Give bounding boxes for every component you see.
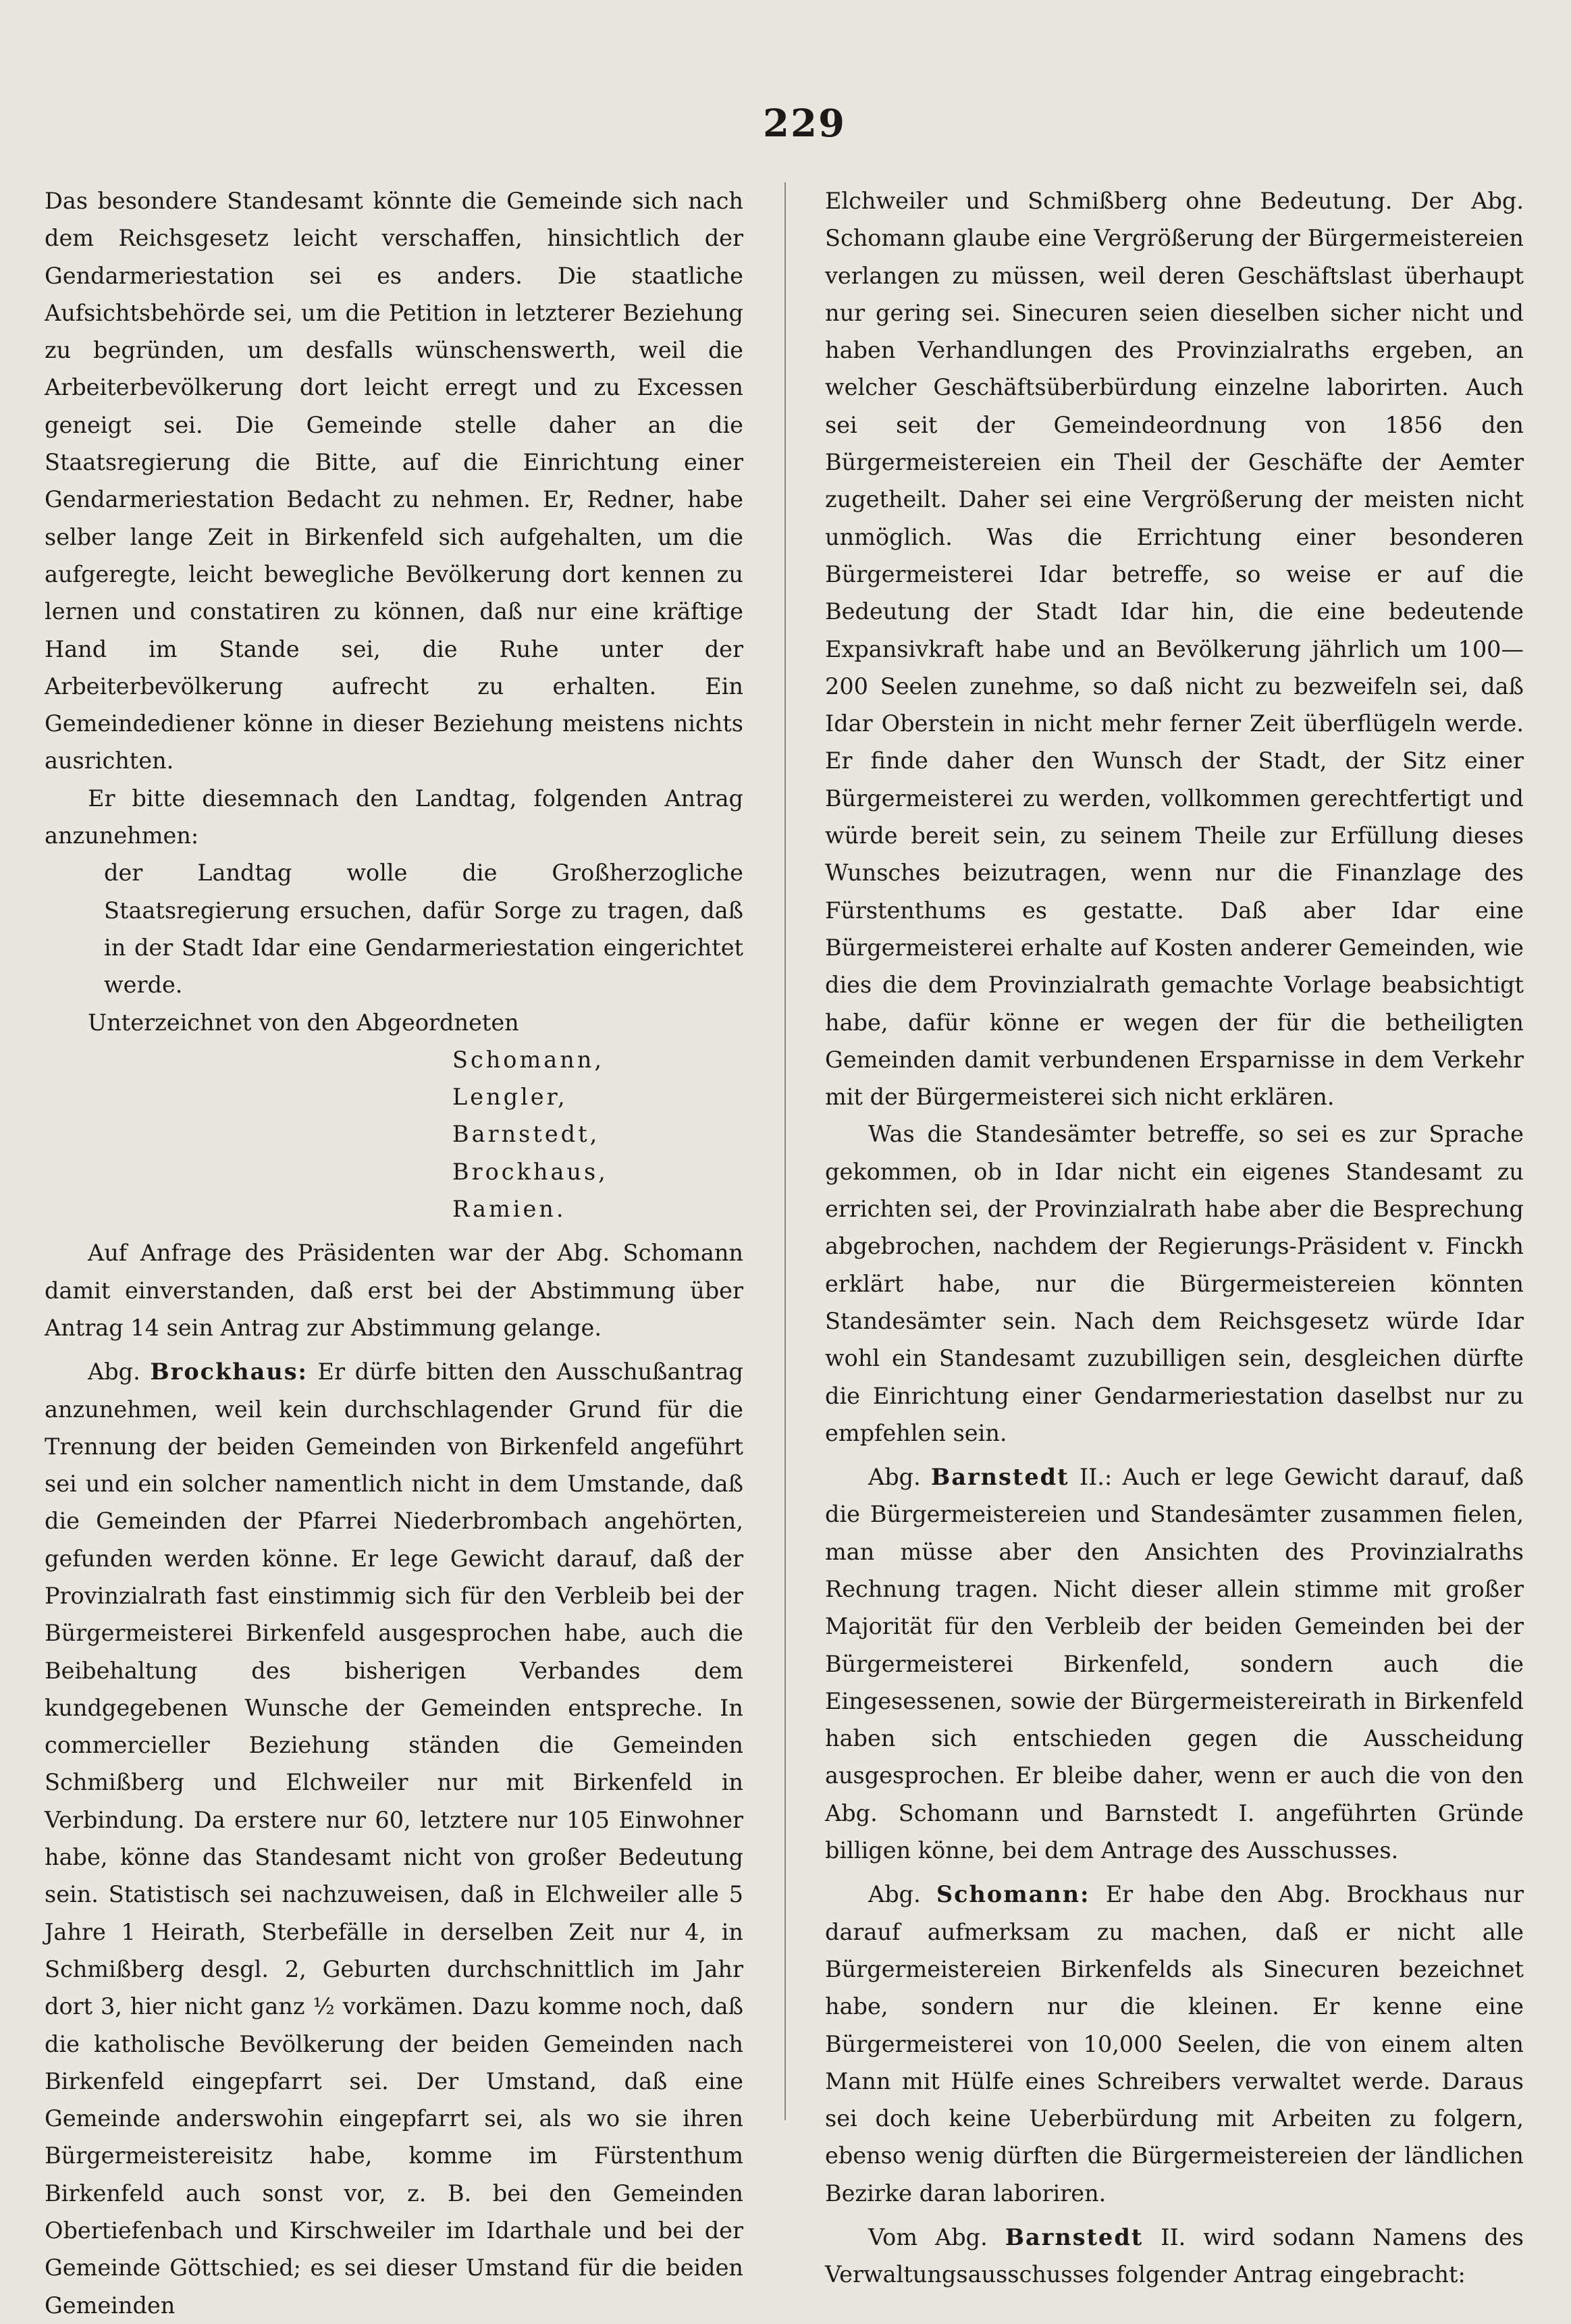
speaker-name: Schomann: <box>936 1881 1090 1908</box>
right-column <box>825 182 1524 2324</box>
page-number: 229 <box>763 101 846 146</box>
speech-barnstedt <box>825 1458 1524 1869</box>
speech-schomann <box>825 1876 1524 2212</box>
text-columns <box>45 182 1524 2324</box>
paragraph: Das besondere Standesamt könnte die Gemeinde sich nach dem Reichsgesetz leicht verschaffen, hinsichtlich der Gendarmeriestation sei es anders. Die staatliche Aufsichtsbehörde sei, um die Petition in letzterer Beziehung zu begründen, um desfalls wünschenswerth, weil die Arbeiterbevölkerung dort leicht erregt und zu Excessen geneigt sei. Die Gemeinde stelle daher an die Staatsregierung die Bitte, auf die Einrichtung einer Gendarmeriestation Bedacht zu nehmen. Er, Redner, habe selber lange Zeit in Birkenfeld sich aufgehalten, um die aufgeregte, leicht bewegliche Bevölkerung dort kennen zu lernen und constatiren zu können, daß nur eine kräftige Hand im Stande sei, die Ruhe unter der Arbeiterbevölkerung aufrecht zu erhalten. Ein Gemeindediener könne in dieser Beziehung meistens nichts ausrichten. <box>45 188 743 774</box>
speaker-name: Barnstedt <box>931 1464 1069 1491</box>
left-column <box>45 182 743 2324</box>
speaker-prefix: Abg. <box>868 1464 921 1491</box>
paragraph: Elchweiler und Schmißberg ohne Bedeutung. Der Abg. Schomann glaube eine Vergrößerung der Bürgermeistereien verlangen zu müssen, weil deren Geschäftslast überhaupt nur gering sei. Sinecuren seien dieselben sicher nicht und haben Verhandlungen des Provinzialraths ergeben, an welcher Geschäftsüberbürdung einzelne laborirten. Auch sei seit der Gemeindeordnung von 1856 den Bürgermeistereien ein Theil der Geschäfte der Aemter zugetheilt. Daher sei eine Vergrößerung der meisten nicht unmöglich. Was die Errichtung einer besonderen Bürgermeisterei Idar betreffe, so weise er auf die Bedeutung der Stadt Idar hin, die eine bedeutende Expansivkraft habe und an Bevölkerung jährlich um 100—200 Seelen zunehme, so daß nicht zu bezweifeln sei, daß Idar Oberstein in nicht mehr ferner Zeit überflügeln werde. Er finde daher den Wunsch der Stadt, der Sitz einer Bürgermeisterei zu werden, vollkommen gerechtfertigt und würde bereit sein, zu seinem Theile zur Erfüllung dieses Wunsches beizutragen, wenn nur die Finanzlage des Fürstenthums es gestatte. Daß aber Idar eine Bürgermeisterei erhalte auf Kosten anderer Gemeinden, wie dies die dem Provinzialrath gemachte Vorlage beabsichtigt habe, dafür könne er wegen der für die betheiligten Gemeinden damit verbundenen Ersparnisse in dem Verkehr mit der Bürgermeisterei sich nicht erklären. <box>825 188 1524 1111</box>
speaker-suffix: II.: <box>1069 1464 1113 1491</box>
speaker-prefix: Abg. <box>88 1358 140 1385</box>
paragraph: Was die Standesämter betreffe, so sei es zur Sprache gekommen, ob in Idar nicht ein eigenes Standesamt zu errichten sei, der Provinzialrath habe aber die Besprechung abgebrochen, nachdem der Regierungs-Präsident v. Finckh erklärt habe, nur die Bürgermeistereien könnten Standesämter sein. Nach dem Reichsgesetz würde Idar wohl ein Standesamt zuzubilligen sein, desgleichen dürfte die Einrichtung einer Gendarmeriestation daselbst nur zu empfehlen sein. <box>825 1121 1524 1446</box>
signatory: Schomann, <box>452 1046 604 1073</box>
speaker-prefix: Vom Abg. <box>868 2224 988 2251</box>
signatory: Barnstedt, <box>452 1121 600 1148</box>
motion-text: der Landtag wolle die Großherzogliche Staatsregierung ersuchen, dafür Sorge zu tragen, daß in der Stadt Idar eine Gendarmeriestation eingerichtet werde. <box>104 860 743 999</box>
speaker-name: Brockhaus: <box>150 1358 308 1385</box>
final-paragraph <box>825 2219 1524 2294</box>
speech-text: Auch er lege Gewicht darauf, daß die Bürgermeistereien und Standesämter zusammen fielen, man müsse aber den Ansichten des Provinzialraths Rechnung tragen. Nicht dieser allein stimme mit großer Majorität für den Verbleib der beiden Gemeinden bei der Bürgermeisterei Birkenfeld, sondern auch die Eingesessenen, sowie der Bürgermeistereirath in Birkenfeld haben sich entschieden gegen die Ausscheidung ausgesprochen. Er bleibe daher, wenn er auch die von den Abg. Schomann und Barnstedt I. angeführten Gründe billigen könne, bei dem Antrage des Ausschusses. <box>825 1464 1524 1864</box>
speech-text: Er habe den Abg. Brockhaus nur darauf aufmerksam zu machen, daß er nicht alle Bürgermeistereien Birkenfelds als Sinecuren bezeichnet habe, sondern nur die kleinen. Er kenne eine Bürgermeisterei von 10,000 Seelen, die von einem alten Mann mit Hülfe eines Schreibers verwaltet werde. Daraus sei doch keine Ueberbürdung mit Arbeiten zu folgern, ebenso wenig dürften die Bürgermeistereien der ländlichen Bezirke daran laboriren. <box>825 1881 1524 2207</box>
speech-text: Er dürfe bitten den Ausschußantrag anzunehmen, weil kein durchschlagender Grund für die Trennung der beiden Gemeinden von Birkenfeld angeführt sei und ein solcher namentlich nicht in dem Umstande, daß die Gemeinden der Pfarrei Niederbrombach angehörten, gefunden werden könne. Er lege Gewicht darauf, daß der Provinzialrath fast einstimmig sich für den Verbleib bei der Bürgermeisterei Birkenfeld ausgesprochen habe, auch die Beibehaltung des bisherigen Verbandes dem kundgegebenen Wunsche der Gemeinden entspreche. In commercieller Beziehung ständen die Gemeinden Schmißberg und Elchweiler nur mit Birkenfeld in Verbindung. Da erstere nur 60, letztere nur 105 Einwohner habe, könne das Standesamt nicht von großer Bedeutung sein. Statistisch sei nachzuweisen, daß in Elchweiler alle 5 Jahre 1 Heirath, Sterbefälle in derselben Zeit nur 4, in Schmißberg desgl. 2, Geburten durchschnittlich im Jahr dort 3, hier nicht ganz ½ vorkämen. Dazu komme noch, daß die katholische Bevölkerung der beiden Gemeinden nach Birkenfeld eingepfarrt sei. Der Umstand, daß eine Gemeinde anderswohin eingepfarrt sei, als wo sie ihren Bürgermeistereisitz habe, komme im Fürstenthum Birkenfeld auch sonst vor, z. B. bei den Gemeinden Obertiefenbach und Kirschweiler im Idarthale und bei der Gemeinde Göttschied; es sei dieser Umstand für die beiden Gemeinden <box>45 1358 743 2319</box>
signatory: Ramien. <box>452 1196 566 1223</box>
speaker-prefix: Abg. <box>868 1881 921 1908</box>
paragraph: Auf Anfrage des Präsidenten war der Abg. Schomann damit einverstanden, daß erst bei der Abstimmung über Antrag 14 sein Antrag zur Abstimmung gelange. <box>45 1240 743 1341</box>
signatory: Brockhaus, <box>452 1158 608 1185</box>
signatories-intro: Unterzeichnet von den Abgeordneten <box>88 1009 519 1036</box>
paragraph: Er bitte diesemnach den Landtag, folgenden Antrag anzunehmen: <box>45 785 743 849</box>
final-text: II. wird sodann Namens des Verwaltungsausschusses folgender Antrag eingebracht: <box>825 2224 1524 2288</box>
column-divider <box>784 182 786 2120</box>
speaker-name: Barnstedt <box>1005 2224 1144 2251</box>
signatory: Lengler, <box>452 1084 568 1111</box>
speech-brockhaus <box>45 1353 743 2324</box>
